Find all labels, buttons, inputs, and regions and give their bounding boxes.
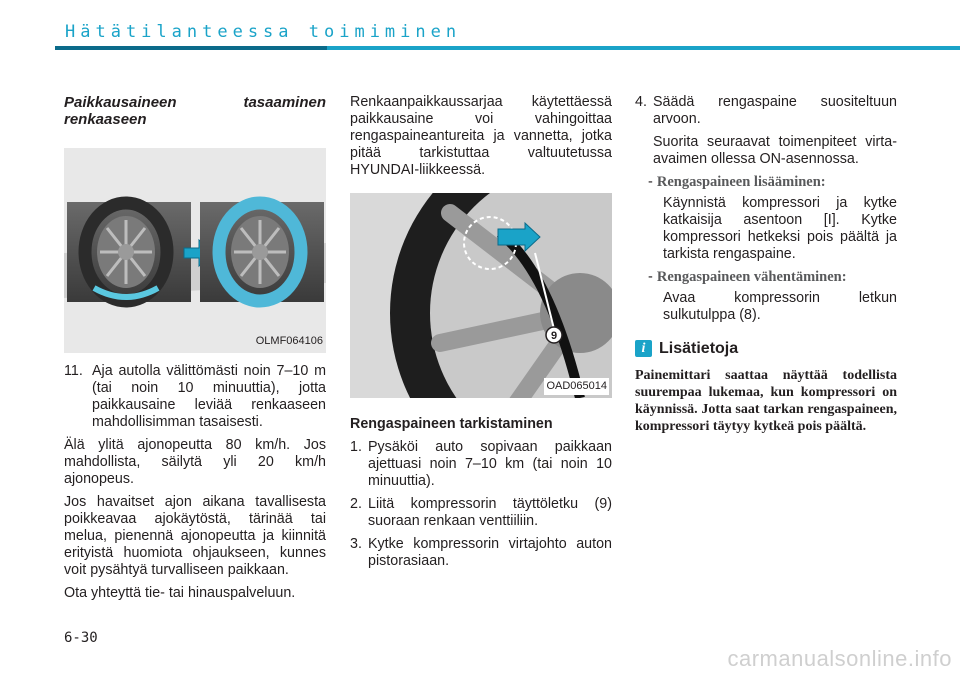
wheel-illustration [64, 148, 326, 353]
section-heading: Rengaspaineen tarkistaminen [350, 416, 553, 432]
page-header-title: Hätätilanteessa toimiminen [65, 22, 462, 42]
figure-caption: OLMF064106 [255, 335, 323, 347]
column-2 [350, 94, 612, 576]
sealant-wheel-figure [64, 148, 326, 353]
intro-paragraph: Renkaanpaikkaussarjaa käytettäessä paikkausaine voi vahingoittaa rengaspaineantureita ja vannetta, jotka pitää tarkistuttaa valtuutetussa HYUNDAI-liikkeessä. [350, 94, 612, 178]
dash-heading: Rengaspaineen lisääminen: [656, 174, 826, 190]
page-number: 6-30 [64, 630, 98, 646]
item-text: Kytke kompressorin virtajohto auton pistorasiaan. [368, 536, 612, 569]
item-text: Säädä rengaspaine suositeltuun arvoon. [653, 94, 897, 127]
item-number: 1. [350, 439, 362, 455]
dash-heading: Rengaspaineen vähentäminen: [656, 269, 847, 285]
list-item [350, 496, 612, 530]
dash-body: Avaa kompressorin letkun sulkutulppa (8). [663, 290, 897, 323]
section-title: Paikkausaineen tasaaminen renkaaseen [64, 94, 326, 128]
valve-figure [350, 193, 612, 398]
dash-symbol: - [648, 269, 653, 285]
list-item [350, 439, 612, 490]
item-number: 3. [350, 536, 362, 552]
header-rule [55, 46, 960, 50]
info-icon: i [635, 340, 652, 357]
watermark: carmanualsonline.info [727, 646, 952, 671]
column-3 [635, 94, 897, 435]
figure-caption: OAD065014 [544, 378, 609, 395]
item-number: 4. [635, 94, 647, 110]
valve-illustration [350, 193, 612, 398]
info-title: Lisätietoja [659, 340, 739, 357]
item-text: Liitä kompressorin täyttöletku (9) suoraan renkaan venttiiliin. [368, 496, 612, 529]
list-item [64, 363, 326, 431]
dash-item-reduce-pressure [648, 269, 897, 324]
paragraph: Älä ylitä ajonopeutta 80 km/h. Jos mahdollista, säilytä yli 20 km/h ajonopeus. [64, 437, 326, 487]
column-1 [64, 94, 326, 608]
dash-item-add-pressure [648, 174, 897, 263]
dash-body: Käynnistä kompressori ja kytke katkaisija asentoon [I]. Kytke kompressori hetkeksi pois päältä ja tarkista rengaspaine. [663, 195, 897, 262]
item-number: 11. [64, 363, 83, 379]
dash-symbol: - [648, 174, 653, 190]
paragraph: Jos havaitset ajon aikana tavallisesta poikkeavaa ajokäytöstä, tärinää tai melua, pienennä ajonopeutta ja kiinnitä erityistä huomiota ohjaukseen, kunnes voit pysähtyä turvalliseen paikkaan. [64, 494, 326, 578]
paragraph: Suorita seuraavat toimenpiteet virta-avaimen ollessa ON-asennossa. [653, 134, 897, 167]
list-item [635, 94, 897, 128]
paragraph: Ota yhteyttä tie- tai hinauspalveluun. [64, 585, 296, 601]
info-heading [635, 340, 897, 357]
item-text: Aja autolla välittömästi noin 7–10 m (tai noin 10 minuuttia), jotta paikkausaine leviää renkaaseen mahdollisimman tasaisesti. [92, 363, 326, 430]
info-text: Painemittari saattaa näyttää todellista suurempaa lukemaa, kun kompressori on käynnissä. Jotta saat tarkan rengaspaineen, kompressori täytyy kytkeä pois päältä. [635, 368, 897, 434]
callout-number: 9 [550, 330, 558, 342]
list-item [350, 536, 612, 570]
item-number: 2. [350, 496, 362, 512]
item-text: Pysäköi auto sopivaan paikkaan ajettuasi noin 7–10 km (tai noin 10 minuuttia). [368, 439, 612, 489]
